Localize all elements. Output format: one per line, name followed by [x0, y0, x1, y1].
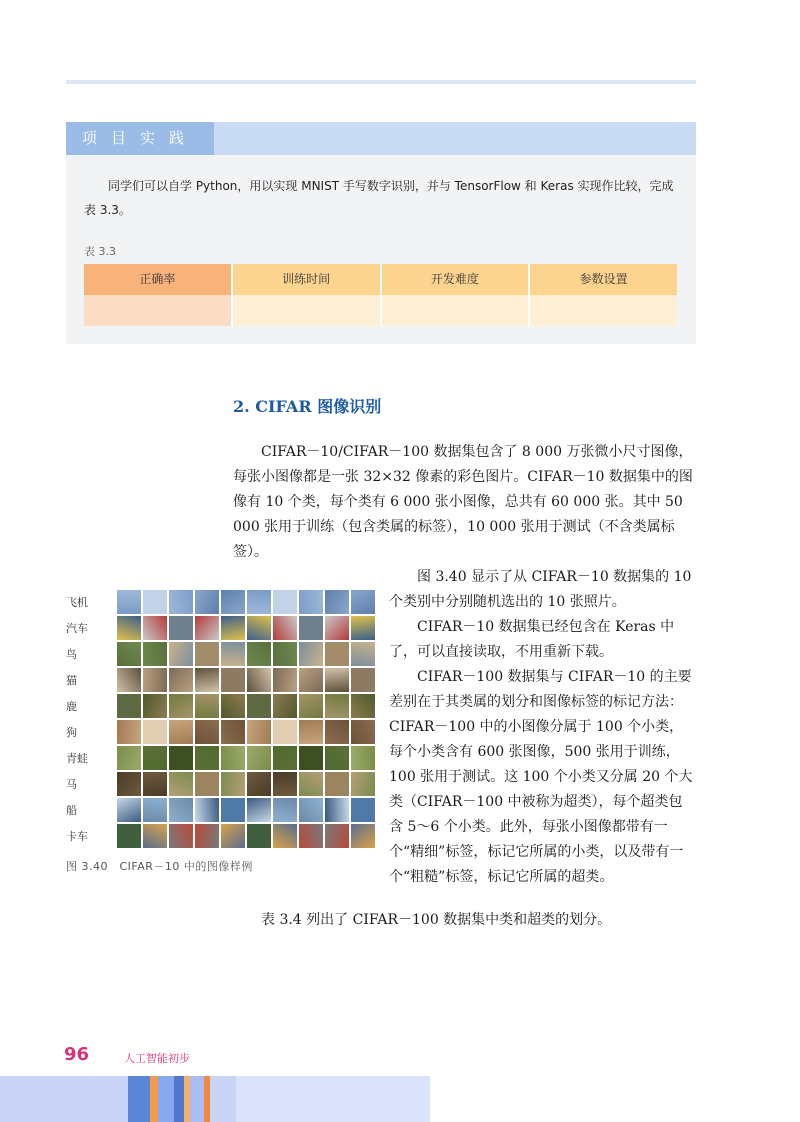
sample-thumbnail — [351, 772, 375, 796]
sample-thumbnail — [273, 720, 297, 744]
table-cell — [233, 295, 382, 326]
table-row — [84, 295, 677, 326]
sample-thumbnail — [117, 616, 141, 640]
sample-thumbnail — [117, 772, 141, 796]
sample-thumbnail — [325, 720, 349, 744]
sample-thumbnail — [273, 772, 297, 796]
sample-thumbnail — [195, 642, 219, 666]
sample-thumbnail — [169, 798, 193, 822]
sample-thumbnail — [247, 616, 271, 640]
band-stripe — [190, 1076, 204, 1122]
sample-thumbnail — [325, 616, 349, 640]
table-header-cell: 参数设置 — [579, 272, 628, 286]
sample-thumbnail — [117, 720, 141, 744]
sample-thumbnail — [169, 772, 193, 796]
sample-thumbnail — [117, 746, 141, 770]
cifar-sample-grid — [117, 590, 375, 848]
sample-thumbnail — [247, 590, 271, 614]
sample-thumbnail — [195, 798, 219, 822]
sample-thumbnail — [221, 798, 245, 822]
sample-thumbnail — [143, 694, 167, 718]
sample-thumbnail — [247, 746, 271, 770]
sample-thumbnail — [195, 720, 219, 744]
sample-thumbnail — [117, 824, 141, 848]
sample-thumbnail — [195, 746, 219, 770]
sample-thumbnail — [195, 590, 219, 614]
sample-thumbnail — [143, 824, 167, 848]
figure-class-labels — [66, 590, 88, 850]
sample-thumbnail — [221, 720, 245, 744]
practice-title: 项目实践 — [66, 122, 214, 155]
class-label: 马 — [66, 778, 77, 791]
class-label: 狗 — [66, 726, 77, 739]
sample-thumbnail — [273, 616, 297, 640]
sample-thumbnail — [169, 590, 193, 614]
sample-thumbnail — [273, 590, 297, 614]
sample-thumbnail — [169, 668, 193, 692]
sample-thumbnail — [351, 798, 375, 822]
sample-thumbnail — [351, 590, 375, 614]
paragraph-intro: CIFAR－10/CIFAR－100 数据集包含了 8 000 万张微小尺寸图像，每张小图像都是一张 32×32 像素的彩色图片。CIFAR－10 数据集中的图像有 10 个类，每个类有 6 000 张小图像，总共有 60 000 张。其中 50 000 张用于训练（包含类属的标签），10 000 张用于测试（不含类属标签）。 — [233, 444, 693, 560]
sample-thumbnail — [351, 642, 375, 666]
sample-thumbnail — [351, 616, 375, 640]
sample-thumbnail — [325, 590, 349, 614]
sample-thumbnail — [351, 694, 375, 718]
sample-thumbnail — [195, 668, 219, 692]
sample-thumbnail — [117, 590, 141, 614]
sample-thumbnail — [195, 694, 219, 718]
sample-thumbnail — [221, 824, 245, 848]
paragraph-table-ref: 表 3.4 列出了 CIFAR－100 数据集中类和超类的划分。 — [261, 912, 612, 928]
sample-thumbnail — [273, 668, 297, 692]
right-column-text — [389, 565, 695, 890]
sample-thumbnail — [325, 668, 349, 692]
sample-thumbnail — [247, 824, 271, 848]
sample-thumbnail — [351, 668, 375, 692]
sample-thumbnail — [247, 720, 271, 744]
sample-thumbnail — [299, 746, 323, 770]
class-label: 鹿 — [66, 700, 77, 713]
practice-box — [66, 122, 696, 344]
section-title: 2. CIFAR 图像识别 — [233, 397, 382, 416]
band-stripe — [150, 1076, 158, 1122]
sample-thumbnail — [247, 642, 271, 666]
sample-thumbnail — [325, 772, 349, 796]
sample-thumbnail — [143, 642, 167, 666]
table-cell — [382, 295, 531, 326]
sample-thumbnail — [273, 798, 297, 822]
sample-thumbnail — [325, 746, 349, 770]
class-label: 汽车 — [66, 622, 88, 635]
sample-thumbnail — [325, 824, 349, 848]
sample-thumbnail — [221, 642, 245, 666]
sample-thumbnail — [273, 824, 297, 848]
sample-thumbnail — [299, 668, 323, 692]
sample-thumbnail — [143, 746, 167, 770]
sample-thumbnail — [299, 642, 323, 666]
comparison-table — [84, 264, 677, 326]
sample-thumbnail — [325, 798, 349, 822]
table-header-cell: 正确率 — [84, 264, 233, 295]
band-stripe — [174, 1076, 184, 1122]
sample-thumbnail — [117, 798, 141, 822]
sample-thumbnail — [325, 642, 349, 666]
table-header-cell: 开发难度 — [382, 264, 531, 295]
sample-thumbnail — [351, 746, 375, 770]
paragraph-cifar100: CIFAR－100 数据集与 CIFAR－10 的主要差别在于其类属的划分和图像标签的标记方法：CIFAR－100 中的小图像分属于 100 个小类，每个小类含有 600 张图像，500 张用于训练，100 张用于测试。这 100 个小类又分属 20 个大类（CIFAR－100 中被称为超类），每个超类包含 5～6 个小类。此外，每张小图像都带有一个“精细”标签，标记它所属的小类，以及带有一个“粗糙”标签，标记它所属的超类。 — [389, 669, 693, 885]
sample-thumbnail — [143, 668, 167, 692]
table-header-cell: 训练时间 — [233, 264, 382, 295]
sample-thumbnail — [195, 772, 219, 796]
band-stripe — [236, 1076, 430, 1122]
bottom-decorative-band — [0, 1076, 430, 1122]
sample-thumbnail — [299, 590, 323, 614]
sample-thumbnail — [143, 590, 167, 614]
sample-thumbnail — [169, 746, 193, 770]
sample-thumbnail — [247, 668, 271, 692]
table-header-row — [84, 264, 677, 295]
sample-thumbnail — [169, 616, 193, 640]
sample-thumbnail — [221, 590, 245, 614]
table-caption: 表 3.3 — [84, 245, 116, 258]
sample-thumbnail — [299, 772, 323, 796]
sample-thumbnail — [117, 642, 141, 666]
table-cell — [84, 295, 233, 326]
sample-thumbnail — [143, 798, 167, 822]
sample-thumbnail — [221, 668, 245, 692]
sample-thumbnail — [117, 694, 141, 718]
sample-thumbnail — [169, 642, 193, 666]
class-label: 卡车 — [66, 830, 88, 843]
band-stripe — [158, 1076, 174, 1122]
sample-thumbnail — [221, 746, 245, 770]
sample-thumbnail — [221, 694, 245, 718]
sample-thumbnail — [143, 616, 167, 640]
sample-thumbnail — [195, 616, 219, 640]
sample-thumbnail — [299, 616, 323, 640]
sample-thumbnail — [299, 694, 323, 718]
sample-thumbnail — [351, 824, 375, 848]
sample-thumbnail — [299, 824, 323, 848]
class-label: 猫 — [66, 674, 77, 687]
class-label: 船 — [66, 804, 77, 817]
sample-thumbnail — [299, 798, 323, 822]
sample-thumbnail — [169, 694, 193, 718]
class-label: 青蛙 — [66, 752, 88, 765]
table-cell — [530, 295, 677, 326]
sample-thumbnail — [247, 798, 271, 822]
sample-thumbnail — [273, 746, 297, 770]
sample-thumbnail — [143, 720, 167, 744]
class-label: 鸟 — [66, 648, 77, 661]
top-divider — [66, 80, 696, 84]
sample-thumbnail — [325, 694, 349, 718]
sample-thumbnail — [169, 824, 193, 848]
sample-thumbnail — [143, 772, 167, 796]
sample-thumbnail — [299, 720, 323, 744]
sample-thumbnail — [221, 616, 245, 640]
page-number: 96 — [64, 1044, 90, 1065]
sample-thumbnail — [169, 720, 193, 744]
book-title: 人工智能初步 — [124, 1052, 190, 1065]
sample-thumbnail — [247, 694, 271, 718]
sample-thumbnail — [221, 772, 245, 796]
sample-thumbnail — [273, 694, 297, 718]
sample-thumbnail — [117, 668, 141, 692]
paragraph-keras: CIFAR－10 数据集已经包含在 Keras 中了，可以直接读取，不用重新下载。 — [389, 619, 675, 660]
sample-thumbnail — [351, 720, 375, 744]
paragraph-figure-ref: 图 3.40 显示了从 CIFAR－10 数据集的 10 个类别中分别随机选出的 10 张照片。 — [389, 569, 692, 610]
band-stripe — [128, 1076, 150, 1122]
sample-thumbnail — [247, 772, 271, 796]
class-label: 飞机 — [66, 596, 88, 609]
sample-thumbnail — [195, 824, 219, 848]
sample-thumbnail — [273, 642, 297, 666]
practice-text: 同学们可以自学 Python，用以实现 MNIST 手写数字识别，并与 TensorFlow 和 Keras 实现作比较，完成表 3.3。 — [84, 179, 674, 217]
figure-caption: 图 3.40 CIFAR－10 中的图像样例 — [66, 860, 253, 873]
band-stripe — [204, 1076, 210, 1122]
